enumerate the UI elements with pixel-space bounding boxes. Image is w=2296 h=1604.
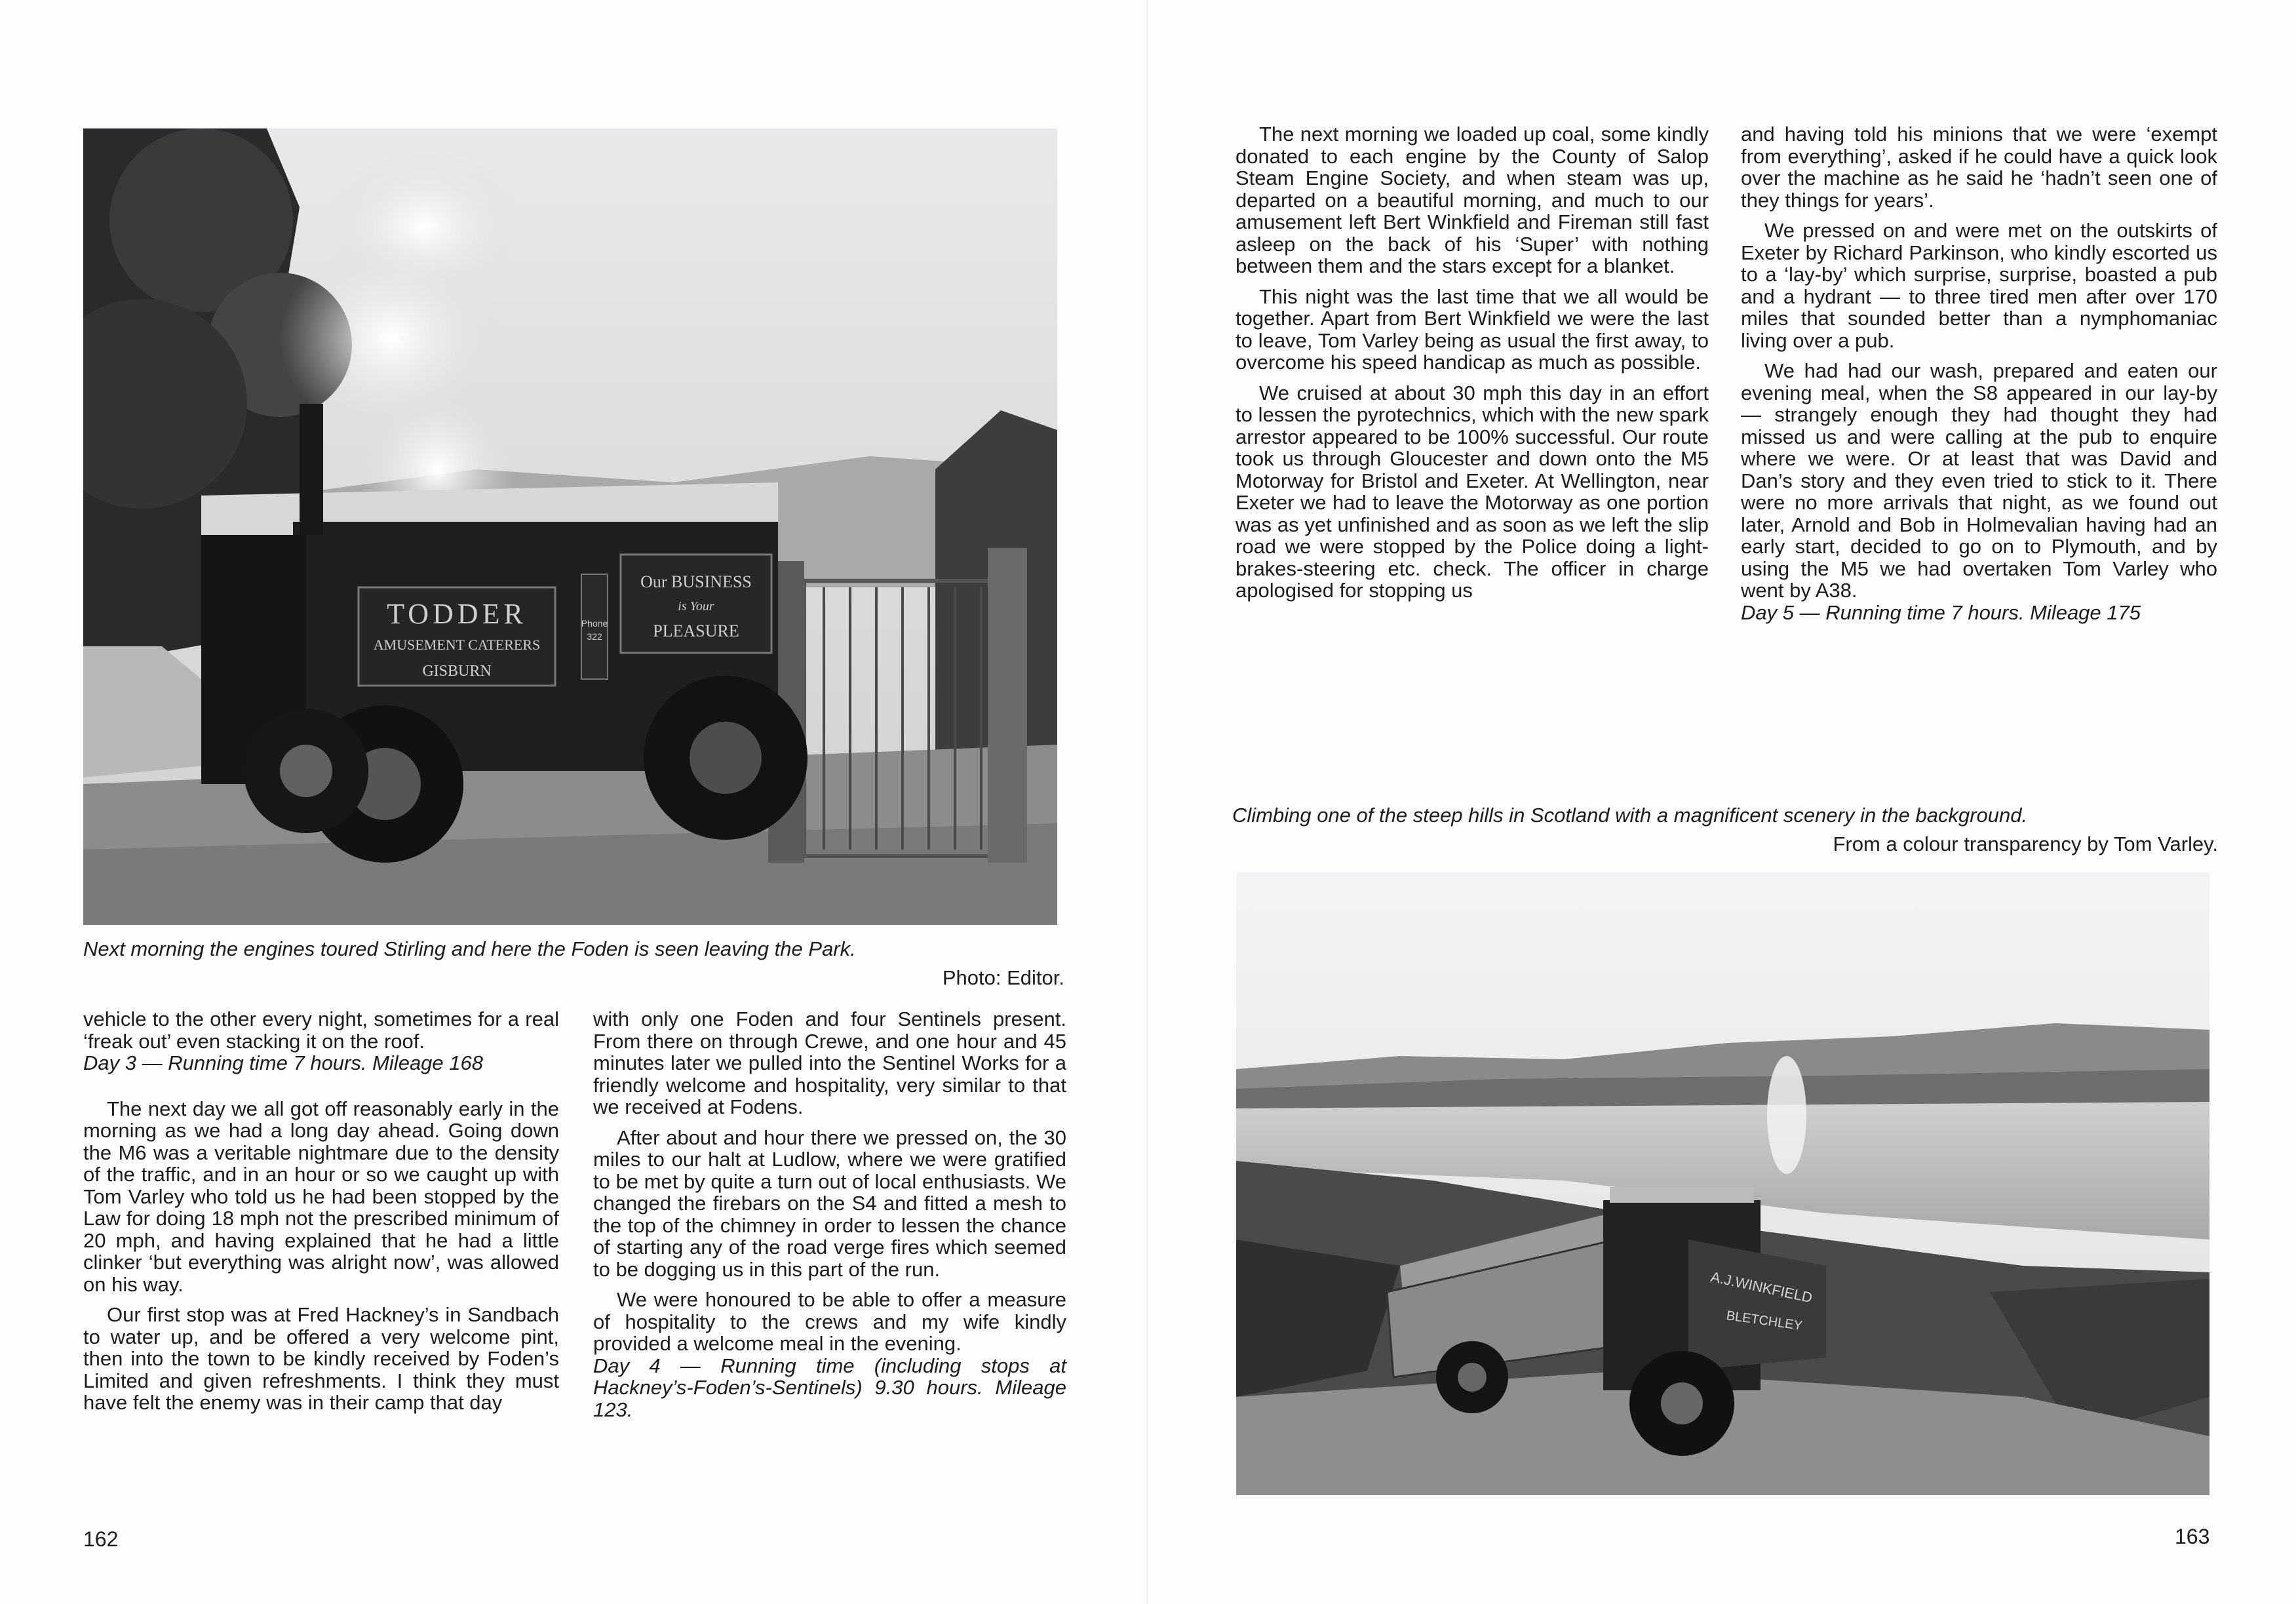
right-page [1148, 0, 2296, 1604]
caption-text: Climbing one of the steep hills in Scotland with a magnificent scenery in the background. [1232, 804, 2028, 827]
caption-credit: Photo: Editor. [942, 966, 1064, 989]
right-photo-caption [1232, 801, 2218, 859]
foden-engine-photo [83, 128, 1057, 925]
paragraph: The next day we all got off reasonably early in the morning as we had a long day ahead. Going down the M6 was a veritable nightmare due to the density of the traffic, and in an hour or so we caught up with Tom Varley who told us he had been stopped by the Law for doing 18 mph not the prescribed minimum of 20 mph, and having explained that he had a little clinker ‘but everything was alright now’, was allowed on his way. [83, 1097, 559, 1296]
paragraph: and having told his minions that we were ‘exempt from everything’, asked if he could have a quick look over the machine as he said he ‘hadn’t seen one of they things for years’. [1741, 123, 2217, 212]
svg-text:PLEASURE: PLEASURE [653, 621, 739, 640]
svg-text:Phone: Phone [581, 618, 608, 629]
paragraph: We cruised at about 30 mph this day in an effort to lessen the pyrotechnics, which with the new spark arrestor appeared to be 100% successful. Our route took us through Gloucester and down onto the M5 Motorway for Bristol and Exeter. At Wellington, near Exeter we had to leave the Motorway as one portion was as yet unfinished and as soon as we left the slip road we were stopped by the Police doing a light-brakes-steering etc. check. The officer in charge apologised for stopping us [1236, 381, 1709, 602]
day-summary: Day 4 — Running time (including stops at Hackney’s-Foden’s-Sentinels) 9.30 hours. Mileage 123. [593, 1354, 1066, 1421]
svg-text:GISBURN: GISBURN [422, 663, 492, 680]
paragraph: Our first stop was at Fred Hackney’s in Sandbach to water up, and be offered a very welcome pint, then into the town to be kindly received by Foden’s Limited and given refreshments. I think they must have felt the enemy was in their camp that day [83, 1303, 559, 1414]
svg-text:Our BUSINESS: Our BUSINESS [640, 572, 752, 591]
right-column-2 [1741, 123, 2217, 623]
svg-text:BLETCHLEY: BLETCHLEY [1725, 1308, 1804, 1334]
page-number: 162 [83, 1527, 119, 1551]
paragraph: vehicle to the other every night, sometimes for a real ‘freak out’ even stacking it on the roof. [83, 1007, 559, 1053]
svg-text:A.J.WINKFIELD: A.J.WINKFIELD [1709, 1268, 1814, 1306]
right-column-1 [1236, 123, 1709, 602]
left-column-1 [83, 1008, 559, 1414]
paragraph: with only one Foden and four Sentinels present. From there on through Crewe, and one hour and 45 minutes later we pulled into the Sentinel Works for a friendly welcome and hospitality, very similar to that we received at Fodens. [593, 1007, 1066, 1118]
svg-text:322: 322 [587, 631, 602, 642]
paragraph: The next morning we loaded up coal, some kindly donated to each engine by the County of Salop Steam Engine Society, and when steam was up, departed on a beautiful morning, and much to our amusement left Bert Winkfield and Fireman still fast asleep on the back of his ‘Super’ with nothing between them and the stars except for a blanket. [1236, 123, 1709, 277]
paragraph: We were honoured to be able to offer a measure of hospitality to the crews and my wife kindly provided a welcome meal in the evening. [593, 1288, 1066, 1355]
caption-text: Next morning the engines toured Stirling and here the Foden is seen leaving the Park. [83, 937, 856, 960]
paragraph: We had had our wash, prepared and eaten our evening meal, when the S8 appeared in our lay-by — strangely enough they had thought they had missed us and were calling at the pub to enquire where we were. Or at least that was David and Dan’s story and they even tried to stick to it. There were no more arrivals that night, as we found out later, Arnold and Bob in Holmevalian having had an early start, decided to go on to Plymouth, and by using the M5 we had overtaken Tom Varley who went by A38. [1741, 359, 2217, 602]
paragraph: This night was the last time that we all would be together. Apart from Bert Winkfield we were the last to leave, Tom Varley being as usual the first away, to overcome his speed handicap as much as possible. [1236, 284, 1709, 374]
svg-text:TODDER: TODDER [387, 598, 527, 630]
page-number: 163 [2175, 1525, 2210, 1548]
sentinel-waggon-photo [1236, 872, 2209, 1495]
left-photo-caption [83, 935, 1064, 992]
caption-credit: From a colour transparency by Tom Varley. [1833, 832, 2218, 855]
day-summary: Day 5 — Running time 7 hours. Mileage 175 [1741, 600, 2141, 624]
paragraph: We pressed on and were met on the outskirts of Exeter by Richard Parkinson, who kindly escorted us to a ‘lay-by’ which surprise, surprise, boasted a pub and a hydrant — to three tired men after over 170 miles that sounded better than a nymphomaniac living over a pub. [1741, 219, 2217, 352]
svg-text:AMUSEMENT CATERERS: AMUSEMENT CATERERS [373, 636, 541, 653]
day-summary: Day 3 — Running time 7 hours. Mileage 168 [83, 1051, 483, 1074]
paragraph: After about and hour there we pressed on, the 30 miles to our halt at Ludlow, where we were gratified to be met by quite a turn out of local enthusiasts. We changed the firebars on the S4 and fitted a mesh to the top of the chimney in order to lessen the chance of starting any of the road verge fires which seemed to be dogging us in this part of the run. [593, 1125, 1066, 1281]
svg-text:is Your: is Your [678, 599, 714, 614]
left-column-2 [593, 1008, 1066, 1420]
